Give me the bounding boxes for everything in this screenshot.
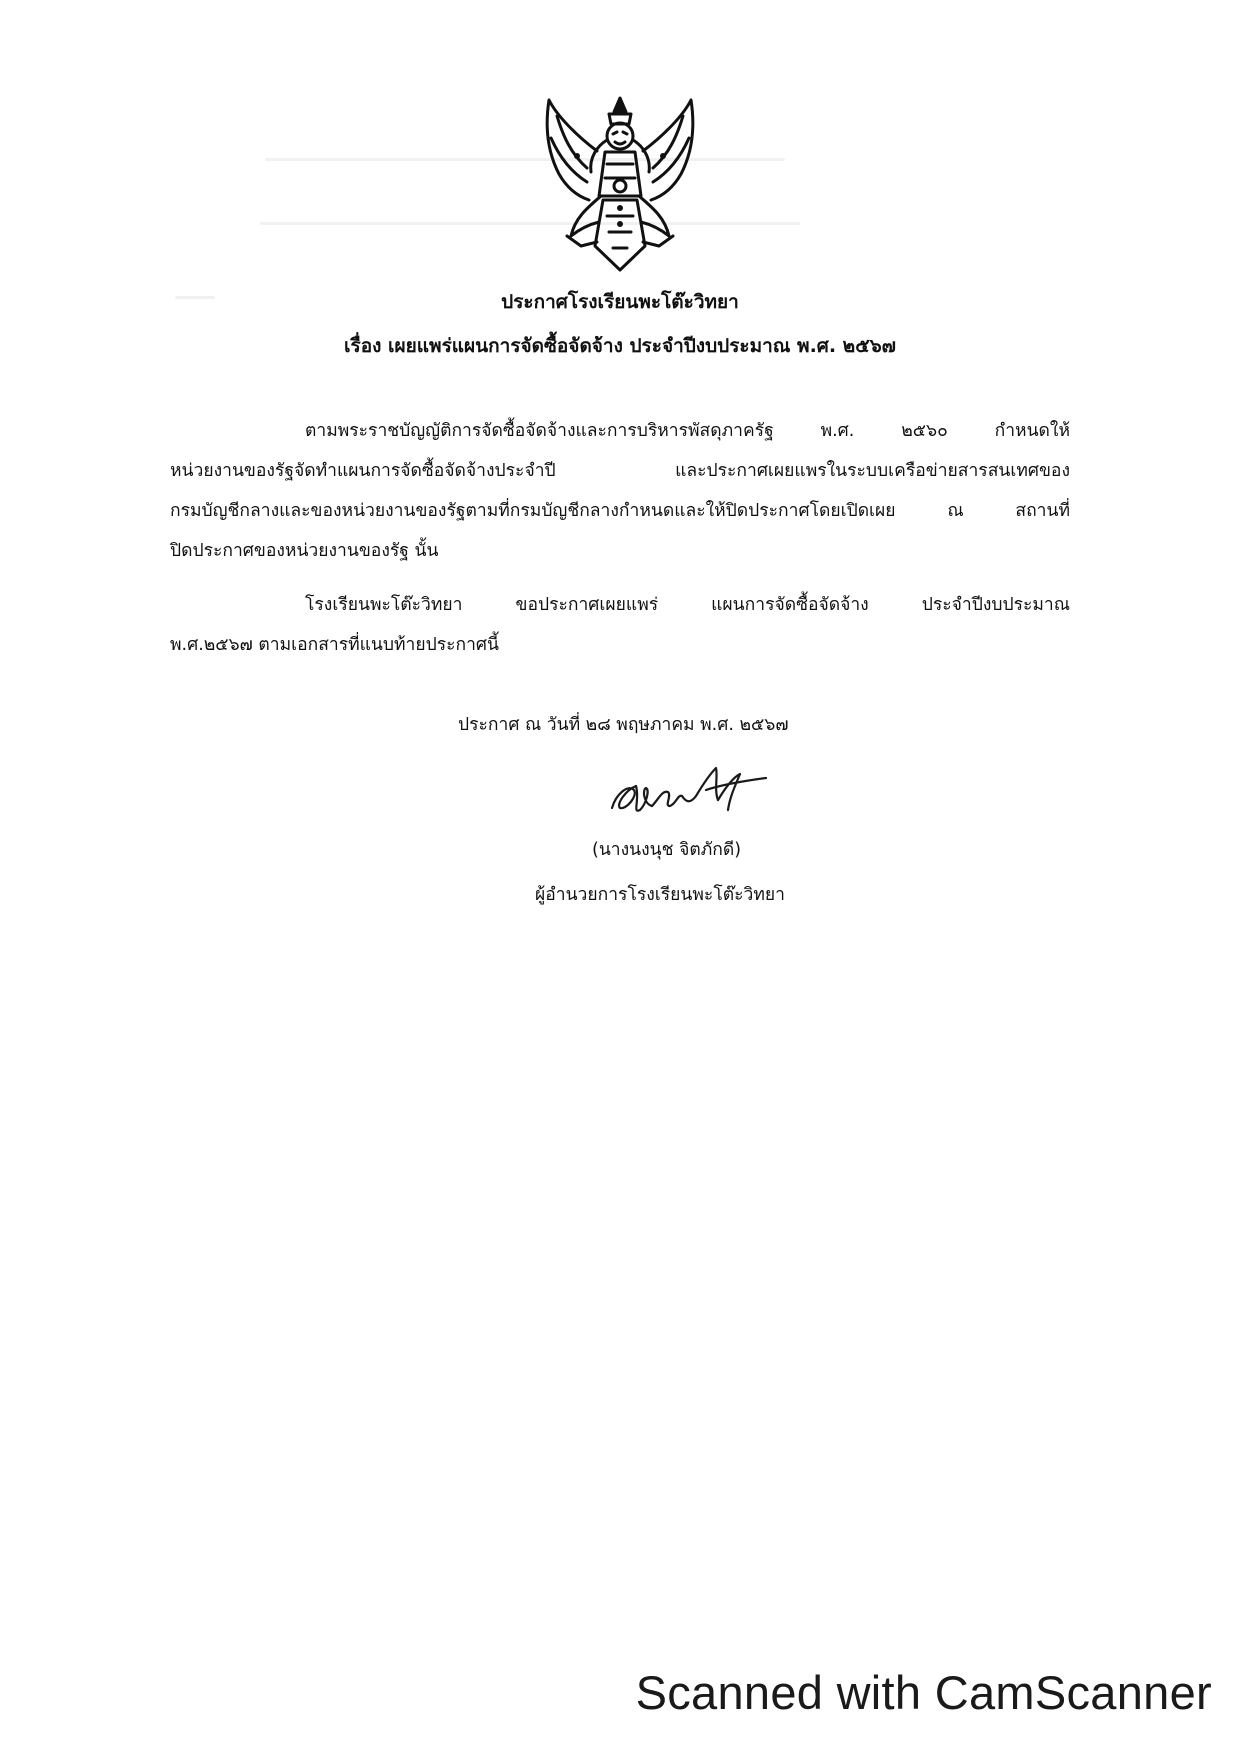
signature-icon (606, 760, 774, 822)
garuda-emblem-icon (537, 96, 703, 274)
paragraph-line: ตามพระราชบัญญัติการจัดซื้อจัดจ้างและการบริหารพัสดุภาครัฐ พ.ศ. ๒๕๖๐ กำหนดให้ (305, 421, 1070, 441)
announcement-title: ประกาศโรงเรียนพะโต๊ะวิทยา (501, 291, 739, 313)
scan-artifact (265, 158, 785, 161)
scan-artifact (260, 222, 800, 225)
body-paragraph-1 (170, 411, 1070, 571)
paragraph-line: โรงเรียนพะโต๊ะวิทยา ขอประกาศเผยแพร่ แผนการจัดซื้อจัดจ้าง ประจำปีงบประมาณ (305, 595, 1070, 615)
paragraph-line: พ.ศ.๒๕๖๗ ตามเอกสารที่แนบท้ายประกาศนี้ (170, 635, 500, 655)
signatory-name: (นางนงนุช จิตภักดี) (592, 840, 742, 860)
paragraph-line: ปิดประกาศของหน่วยงานของรัฐ นั้น (170, 541, 439, 561)
paragraph-line: หน่วยงานของรัฐจัดทำแผนการจัดซื้อจัดจ้างประจำปี และประกาศเผยแพรในระบบเครือข่ายสารสนเทศของ (170, 461, 1070, 481)
signatory-position: ผู้อำนวยการโรงเรียนพะโต๊ะวิทยา (535, 885, 785, 905)
announcement-date: ประกาศ ณ วันที่ ๒๘ พฤษภาคม พ.ศ. ๒๕๖๗ (458, 715, 789, 735)
announcement-subject: เรื่อง เผยแพร่แผนการจัดซื้อจัดจ้าง ประจำปีงบประมาณ พ.ศ. ๒๕๖๗ (344, 335, 896, 357)
paragraph-line: กรมบัญชีกลางและของหน่วยงานของรัฐตามที่กรมบัญชีกลางกำหนดและให้ปิดประกาศโดยเปิดเผย ณ สถานที่ (170, 501, 1070, 521)
body-paragraph-2 (170, 585, 1070, 665)
scanner-watermark: Scanned with CamScanner (635, 1666, 1212, 1719)
